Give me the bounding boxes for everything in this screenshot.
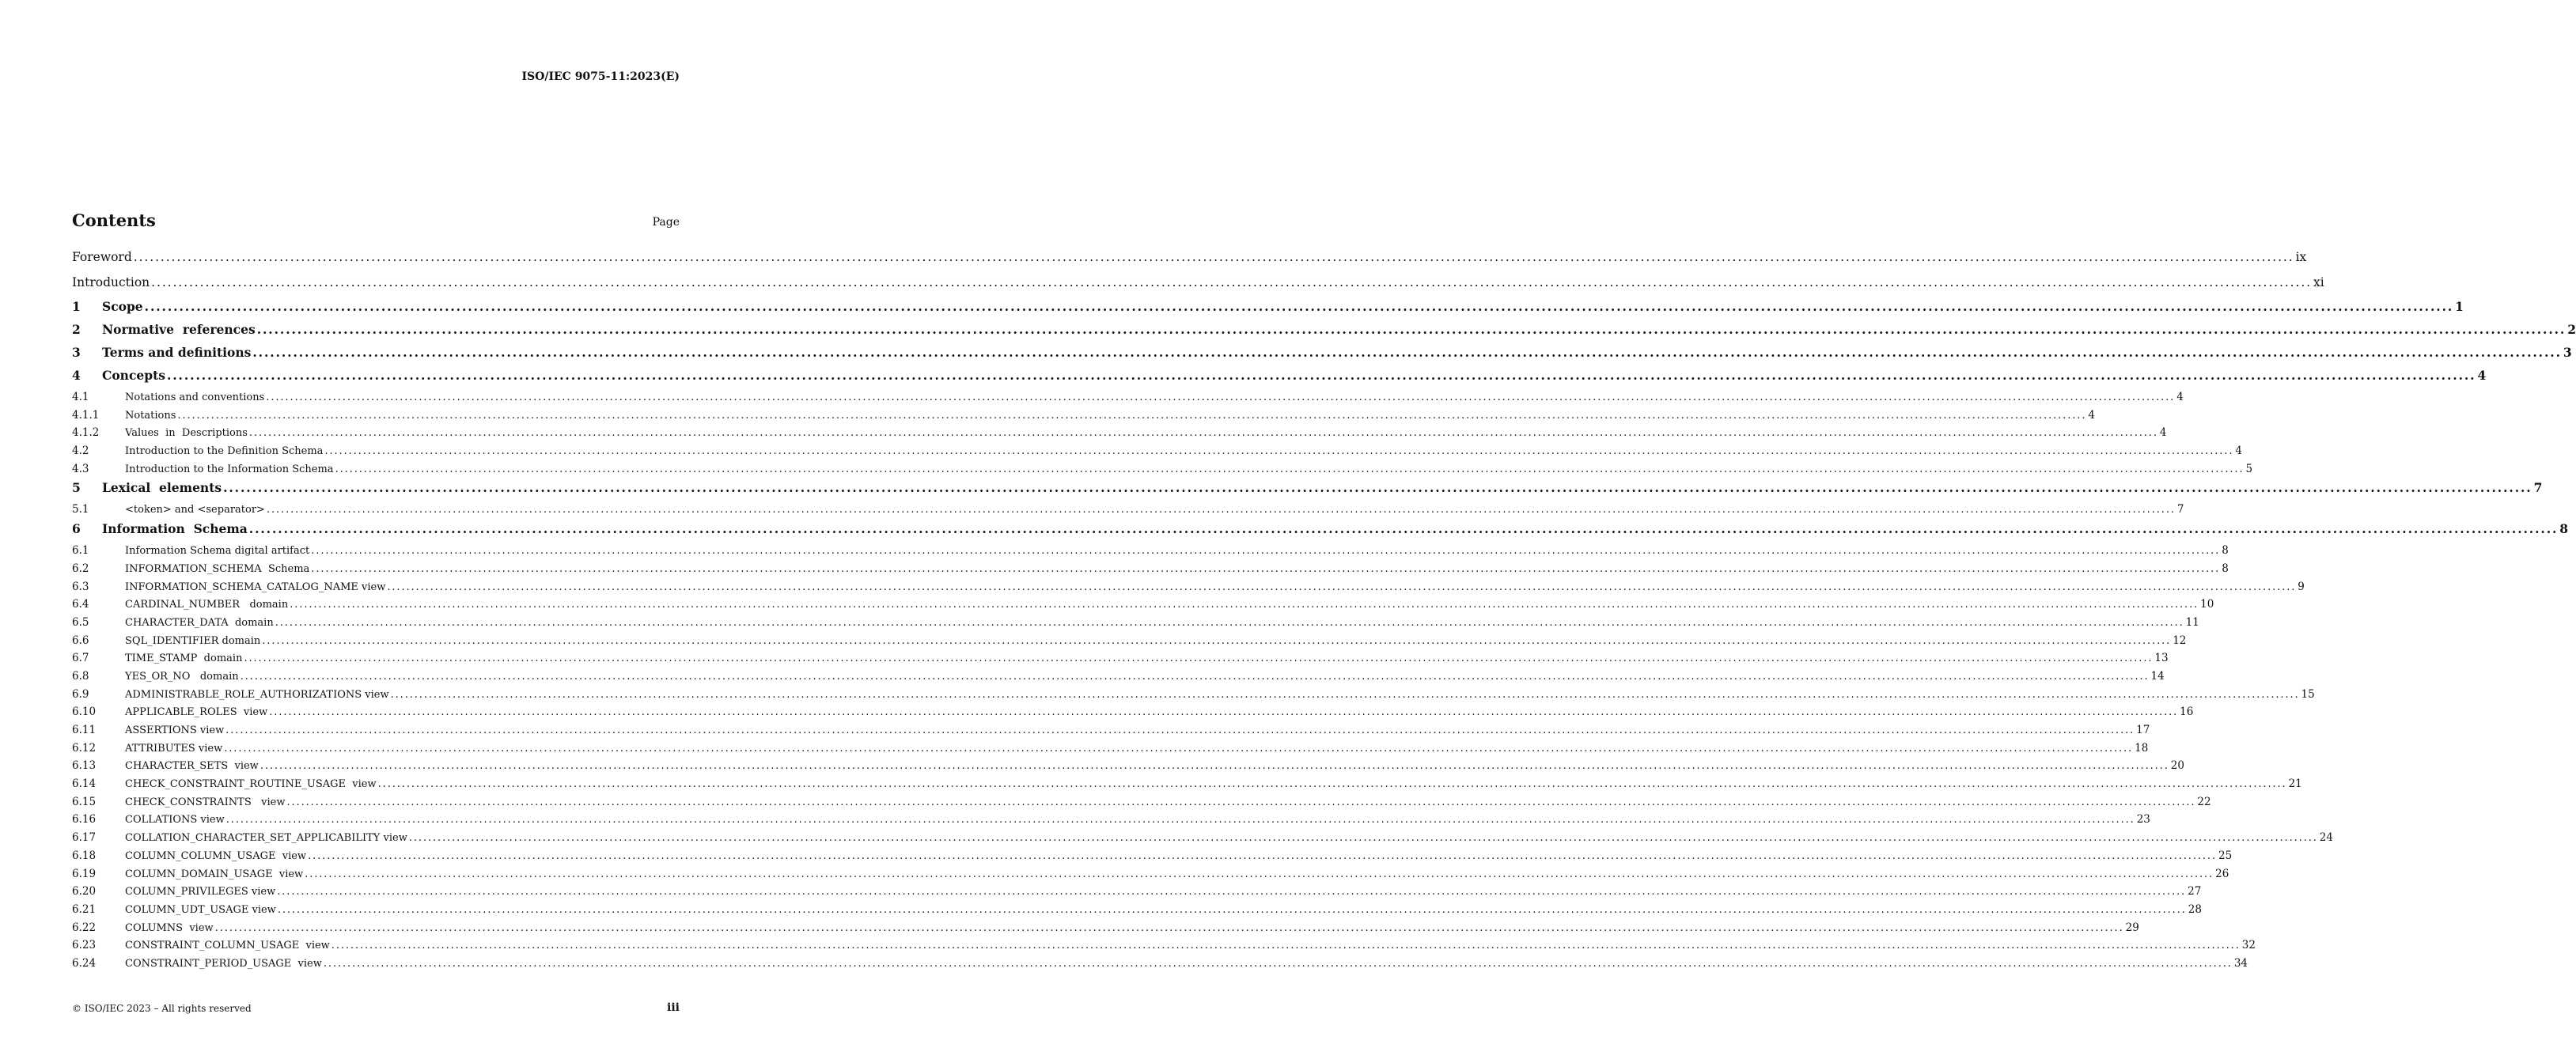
toc-entry[interactable] bbox=[72, 848, 2233, 866]
toc-entry[interactable] bbox=[72, 794, 2211, 812]
toc-entry[interactable] bbox=[72, 579, 2305, 597]
dot-leader: ................................................................................................................................................................................................................................................................................................................................................................................................................ bbox=[166, 368, 2476, 383]
toc-entry[interactable] bbox=[72, 343, 2572, 366]
toc-entry-title[interactable]: Notations and conventions bbox=[125, 392, 265, 403]
toc-entry-page[interactable]: 7 bbox=[2533, 480, 2543, 496]
toc-entry-title[interactable]: Notations bbox=[125, 409, 176, 422]
dot-leader: ................................................................................................................................................................................................................................................................................................................................................................................................................ bbox=[266, 504, 2176, 516]
toc-entry[interactable] bbox=[72, 866, 2229, 884]
toc-entry[interactable] bbox=[72, 668, 2165, 687]
toc-entry[interactable] bbox=[72, 389, 2184, 407]
dot-leader: ................................................................................................................................................................................................................................................................................................................................................................................................................ bbox=[244, 653, 2154, 665]
toc-entry-page[interactable]: 24 bbox=[2319, 831, 2333, 845]
toc-entry-title[interactable]: APPLICABLE_ROLES view bbox=[125, 706, 268, 719]
toc-entry-page[interactable]: 11 bbox=[2185, 615, 2199, 629]
toc-entry-title[interactable]: ASSERTIONS view bbox=[125, 724, 225, 736]
toc-entry[interactable] bbox=[72, 366, 2487, 389]
toc-entry-number: 2 bbox=[72, 322, 81, 337]
toc-entry-number: 6.16 bbox=[72, 813, 97, 827]
toc-entry-page[interactable]: 8 bbox=[2222, 544, 2229, 558]
toc-entry[interactable] bbox=[72, 543, 2229, 561]
toc-entry-page[interactable]: 4 bbox=[2477, 368, 2487, 383]
dot-leader: ................................................................................................................................................................................................................................................................................................................................................................................................................ bbox=[308, 849, 2217, 862]
toc-entry-number: 6.24 bbox=[72, 956, 97, 970]
toc-entry-page[interactable]: 8 bbox=[2222, 562, 2229, 575]
toc-entry[interactable] bbox=[72, 320, 2576, 343]
toc-entry-title[interactable]: TIME_STAMP domain bbox=[125, 653, 243, 665]
toc-entry-number: 1 bbox=[72, 299, 81, 314]
toc-entry-page[interactable]: 4 bbox=[2159, 426, 2167, 440]
toc-entry-number: 6.18 bbox=[72, 849, 97, 862]
toc-entry-number: 6.17 bbox=[72, 831, 97, 845]
toc-entry-title[interactable]: Terms and definitions bbox=[102, 345, 252, 360]
dot-leader: ................................................................................................................................................................................................................................................................................................................................................................................................................ bbox=[248, 521, 2559, 537]
toc-entry[interactable] bbox=[72, 740, 2149, 758]
toc-entry[interactable] bbox=[72, 687, 2315, 705]
toc-entry-title[interactable]: COLUMNS view bbox=[125, 921, 214, 934]
dot-leader: ................................................................................................................................................................................................................................................................................................................................................................................................................ bbox=[177, 409, 2087, 422]
toc-entry-title[interactable]: COLLATION_CHARACTER_SET_APPLICABILITY view bbox=[125, 832, 407, 845]
toc-entry[interactable] bbox=[72, 443, 2242, 461]
toc-entry-page[interactable]: 10 bbox=[2200, 598, 2214, 611]
toc-entry-number: 4 bbox=[72, 368, 81, 383]
dot-leader: ................................................................................................................................................................................................................................................................................................................................................................................................................ bbox=[311, 545, 2221, 558]
toc-entry-number: 6.15 bbox=[72, 795, 97, 808]
document-id: ISO/IEC 9075-11:2023(E) bbox=[521, 70, 680, 83]
toc-entry[interactable] bbox=[72, 520, 2569, 543]
dot-leader: ................................................................................................................................................................................................................................................................................................................................................................................................................ bbox=[331, 940, 2241, 952]
toc-entry-number: 4.3 bbox=[72, 462, 89, 475]
toc-entry[interactable] bbox=[72, 297, 2464, 320]
toc-entry-title[interactable]: ATTRIBUTES view bbox=[125, 742, 223, 755]
dot-leader: ................................................................................................................................................................................................................................................................................................................................................................................................................ bbox=[290, 599, 2199, 611]
toc-entry-page[interactable]: 23 bbox=[2136, 813, 2150, 827]
toc-entry-page[interactable]: 1 bbox=[2455, 299, 2464, 314]
dot-leader: ................................................................................................................................................................................................................................................................................................................................................................................................................ bbox=[223, 480, 2532, 496]
toc-entry-number: 6.14 bbox=[72, 777, 97, 791]
toc-entry-title[interactable]: CHECK_CONSTRAINT_ROUTINE_USAGE view bbox=[125, 778, 377, 791]
dot-leader: ................................................................................................................................................................................................................................................................................................................................................................................................................ bbox=[277, 886, 2187, 898]
toc-entry[interactable] bbox=[72, 722, 2150, 740]
toc-entry-number: 6 bbox=[72, 521, 81, 537]
toc-entry-number: 6.13 bbox=[72, 759, 97, 773]
toc-entry-number: 6.20 bbox=[72, 885, 97, 898]
toc-entry-title[interactable]: COLLATIONS view bbox=[125, 814, 225, 827]
dot-leader: ................................................................................................................................................................................................................................................................................................................................................................................................................ bbox=[225, 724, 2135, 736]
dot-leader: ................................................................................................................................................................................................................................................................................................................................................................................................................ bbox=[387, 581, 2297, 593]
toc-entry-number: 6.9 bbox=[72, 687, 89, 701]
dot-leader: ................................................................................................................................................................................................................................................................................................................................................................................................................ bbox=[277, 903, 2187, 916]
toc-entry[interactable] bbox=[72, 883, 2202, 902]
toc-entry[interactable] bbox=[72, 633, 2187, 651]
dot-leader: ................................................................................................................................................................................................................................................................................................................................................................................................................ bbox=[262, 634, 2172, 647]
toc-entry-number: 6.12 bbox=[72, 741, 97, 755]
toc-entry[interactable] bbox=[72, 811, 2150, 830]
dot-leader: ................................................................................................................................................................................................................................................................................................................................................................................................................ bbox=[144, 299, 2454, 314]
toc-entry[interactable] bbox=[72, 248, 2307, 273]
toc-entry-number: 6.10 bbox=[72, 706, 97, 719]
toc-entry-title[interactable]: Lexical elements bbox=[102, 480, 222, 496]
toc-entry[interactable] bbox=[72, 937, 2256, 955]
toc-entry[interactable] bbox=[72, 955, 2248, 974]
copyright-notice: © ISO/IEC 2023 – All rights reserved bbox=[72, 1003, 252, 1014]
page-column-label: Page bbox=[652, 216, 680, 229]
toc-entry-page[interactable]: 2 bbox=[2567, 322, 2576, 337]
dot-leader: ................................................................................................................................................................................................................................................................................................................................................................................................................ bbox=[248, 427, 2158, 440]
toc-entry-title[interactable]: Values in Descriptions bbox=[125, 427, 248, 440]
toc-entry-page[interactable]: 3 bbox=[2563, 345, 2572, 360]
toc-entry-number: 6.2 bbox=[72, 562, 89, 575]
table-of-contents bbox=[72, 248, 2576, 974]
toc-entry-page[interactable]: 20 bbox=[2170, 759, 2184, 773]
dot-leader: ................................................................................................................................................................................................................................................................................................................................................................................................................ bbox=[305, 868, 2214, 880]
toc-entry-title[interactable]: YES_OR_NO domain bbox=[125, 670, 239, 683]
toc-entry[interactable] bbox=[72, 461, 2253, 479]
toc-entry[interactable] bbox=[72, 902, 2202, 920]
contents-heading: Contents bbox=[72, 210, 156, 230]
toc-entry-title[interactable]: Introduction bbox=[72, 274, 150, 289]
toc-entry-title[interactable]: Normative references bbox=[102, 322, 256, 337]
dot-leader: ................................................................................................................................................................................................................................................................................................................................................................................................................ bbox=[214, 921, 2124, 934]
toc-entry-page[interactable]: 15 bbox=[2301, 687, 2315, 701]
toc-entry-title[interactable]: ADMINISTRABLE_ROLE_AUTHORIZATIONS view bbox=[125, 688, 389, 701]
dot-leader: ................................................................................................................................................................................................................................................................................................................................................................................................................ bbox=[390, 688, 2300, 701]
dot-leader: ................................................................................................................................................................................................................................................................................................................................................................................................................ bbox=[266, 392, 2176, 403]
toc-entry-number: 5 bbox=[72, 480, 81, 496]
toc-entry-page[interactable]: xi bbox=[2313, 274, 2324, 289]
toc-entry-page[interactable]: 27 bbox=[2188, 885, 2202, 898]
toc-entry-page[interactable]: 17 bbox=[2136, 724, 2150, 736]
toc-entry-page[interactable]: 5 bbox=[2245, 462, 2253, 475]
toc-entry-page[interactable]: 25 bbox=[2218, 849, 2233, 862]
toc-entry-title[interactable]: CARDINAL_NUMBER domain bbox=[125, 599, 289, 611]
toc-entry-title[interactable]: Information Schema digital artifact bbox=[125, 545, 310, 558]
toc-entry[interactable] bbox=[72, 776, 2302, 794]
toc-entry-title[interactable]: CHARACTER_DATA domain bbox=[125, 616, 274, 629]
toc-entry-number: 6.3 bbox=[72, 580, 89, 593]
toc-entry-page[interactable]: 9 bbox=[2298, 580, 2305, 593]
toc-entry-page[interactable]: 32 bbox=[2241, 939, 2256, 952]
toc-entry-title[interactable]: Scope bbox=[102, 299, 143, 314]
toc-entry-number: 6.19 bbox=[72, 867, 97, 880]
toc-entry-page[interactable]: 4 bbox=[2176, 391, 2184, 403]
dot-leader: ................................................................................................................................................................................................................................................................................................................................................................................................................ bbox=[269, 706, 2179, 719]
toc-entry-page[interactable]: 22 bbox=[2197, 795, 2211, 808]
toc-entry-number: 4.1.2 bbox=[72, 426, 100, 440]
toc-entry[interactable] bbox=[72, 501, 2184, 520]
dot-leader: ................................................................................................................................................................................................................................................................................................................................................................................................................ bbox=[225, 814, 2135, 827]
dot-leader: ................................................................................................................................................................................................................................................................................................................................................................................................................ bbox=[151, 274, 2312, 289]
toc-entry-number: 6.7 bbox=[72, 652, 89, 665]
dot-leader: ................................................................................................................................................................................................................................................................................................................................................................................................................ bbox=[252, 345, 2562, 360]
toc-entry-title[interactable]: INFORMATION_SCHEMA Schema bbox=[125, 562, 310, 575]
toc-entry-number: 4.1.1 bbox=[72, 408, 100, 422]
dot-leader: ................................................................................................................................................................................................................................................................................................................................................................................................................ bbox=[275, 616, 2184, 629]
toc-entry[interactable] bbox=[72, 650, 2169, 668]
toc-entry-title[interactable]: Introduction to the Definition Schema bbox=[125, 445, 324, 458]
toc-entry-page[interactable]: 4 bbox=[2088, 408, 2095, 422]
toc-entry[interactable] bbox=[72, 561, 2229, 579]
toc-entry-page[interactable]: ix bbox=[2295, 250, 2307, 264]
dot-leader: ................................................................................................................................................................................................................................................................................................................................................................................................................ bbox=[324, 445, 2234, 458]
toc-entry-title[interactable]: CHECK_CONSTRAINTS view bbox=[125, 796, 286, 808]
dot-leader: ................................................................................................................................................................................................................................................................................................................................................................................................................ bbox=[408, 832, 2318, 845]
toc-entry-number: 6.5 bbox=[72, 615, 89, 629]
toc-entry-page[interactable]: 16 bbox=[2180, 706, 2194, 719]
toc-entry-number: 6.21 bbox=[72, 902, 97, 916]
toc-entry-number: 6.4 bbox=[72, 598, 89, 611]
toc-entry-page[interactable]: 12 bbox=[2173, 634, 2187, 647]
dot-leader: ................................................................................................................................................................................................................................................................................................................................................................................................................ bbox=[256, 322, 2567, 337]
toc-entry-title[interactable]: INFORMATION_SCHEMA_CATALOG_NAME view bbox=[125, 581, 386, 593]
dot-leader: ................................................................................................................................................................................................................................................................................................................................................................................................................ bbox=[323, 957, 2233, 970]
toc-entry[interactable] bbox=[72, 479, 2543, 501]
toc-entry-page[interactable]: 28 bbox=[2188, 902, 2202, 916]
toc-entry-number: 6.11 bbox=[72, 724, 97, 736]
toc-entry-title[interactable]: Introduction to the Information Schema bbox=[125, 463, 334, 475]
toc-entry-title[interactable]: COLUMN_COLUMN_USAGE view bbox=[125, 849, 307, 862]
toc-entry-title[interactable]: CONSTRAINT_PERIOD_USAGE view bbox=[125, 957, 322, 970]
toc-entry-title[interactable]: Foreword bbox=[72, 250, 132, 264]
toc-entry-number: 6.1 bbox=[72, 544, 89, 558]
toc-entry[interactable] bbox=[72, 273, 2324, 298]
page-number: iii bbox=[667, 1001, 680, 1014]
toc-entry-number: 6.22 bbox=[72, 921, 97, 934]
toc-entry-number: 4.2 bbox=[72, 444, 89, 458]
toc-entry-number: 6.6 bbox=[72, 634, 89, 647]
dot-leader: ................................................................................................................................................................................................................................................................................................................................................................................................................ bbox=[377, 778, 2287, 791]
toc-entry-page[interactable]: 34 bbox=[2233, 956, 2248, 970]
toc-entry-page[interactable]: 7 bbox=[2176, 503, 2184, 516]
toc-entry-title[interactable]: COLUMN_UDT_USAGE view bbox=[125, 903, 276, 916]
toc-entry-title[interactable]: CONSTRAINT_COLUMN_USAGE view bbox=[125, 940, 330, 952]
toc-entry-page[interactable]: 13 bbox=[2154, 652, 2169, 665]
toc-entry[interactable] bbox=[72, 920, 2139, 938]
dot-leader: ................................................................................................................................................................................................................................................................................................................................................................................................................ bbox=[259, 760, 2169, 773]
toc-entry-title[interactable]: COLUMN_DOMAIN_USAGE view bbox=[125, 868, 304, 880]
toc-entry-page[interactable]: 8 bbox=[2559, 521, 2569, 537]
toc-entry-title[interactable]: SQL_IDENTIFIER domain bbox=[125, 634, 261, 647]
toc-entry[interactable] bbox=[72, 407, 2095, 426]
toc-entry-title[interactable]: Information Schema bbox=[102, 521, 248, 537]
dot-leader: ................................................................................................................................................................................................................................................................................................................................................................................................................ bbox=[133, 250, 2294, 264]
toc-entry[interactable] bbox=[72, 425, 2167, 443]
toc-entry-title[interactable]: Concepts bbox=[102, 368, 165, 383]
toc-entry-page[interactable]: 29 bbox=[2125, 921, 2139, 934]
toc-entry-number: 4.1 bbox=[72, 391, 89, 403]
toc-entry-title[interactable]: <token> and <separator> bbox=[125, 504, 265, 516]
toc-entry-page[interactable]: 21 bbox=[2288, 777, 2302, 791]
toc-entry-title[interactable]: COLUMN_PRIVILEGES view bbox=[125, 886, 276, 898]
toc-entry-page[interactable]: 14 bbox=[2150, 669, 2165, 683]
dot-leader: ................................................................................................................................................................................................................................................................................................................................................................................................................ bbox=[240, 670, 2150, 683]
dot-leader: ................................................................................................................................................................................................................................................................................................................................................................................................................ bbox=[335, 463, 2245, 475]
dot-leader: ................................................................................................................................................................................................................................................................................................................................................................................................................ bbox=[311, 562, 2221, 575]
toc-entry[interactable] bbox=[72, 615, 2199, 633]
toc-entry-page[interactable]: 18 bbox=[2135, 741, 2149, 755]
toc-entry[interactable] bbox=[72, 596, 2214, 615]
toc-entry-number: 6.8 bbox=[72, 669, 89, 683]
toc-entry[interactable] bbox=[72, 704, 2194, 722]
dot-leader: ................................................................................................................................................................................................................................................................................................................................................................................................................ bbox=[286, 796, 2196, 808]
toc-entry-number: 6.23 bbox=[72, 939, 97, 952]
toc-entry-page[interactable]: 26 bbox=[2215, 867, 2229, 880]
toc-entry[interactable] bbox=[72, 758, 2184, 776]
toc-entry[interactable] bbox=[72, 830, 2333, 848]
toc-entry-title[interactable]: CHARACTER_SETS view bbox=[125, 760, 259, 773]
toc-entry-page[interactable]: 4 bbox=[2235, 444, 2242, 458]
toc-entry-number: 3 bbox=[72, 345, 81, 360]
toc-entry-number: 5.1 bbox=[72, 503, 89, 516]
dot-leader: ................................................................................................................................................................................................................................................................................................................................................................................................................ bbox=[224, 742, 2134, 755]
